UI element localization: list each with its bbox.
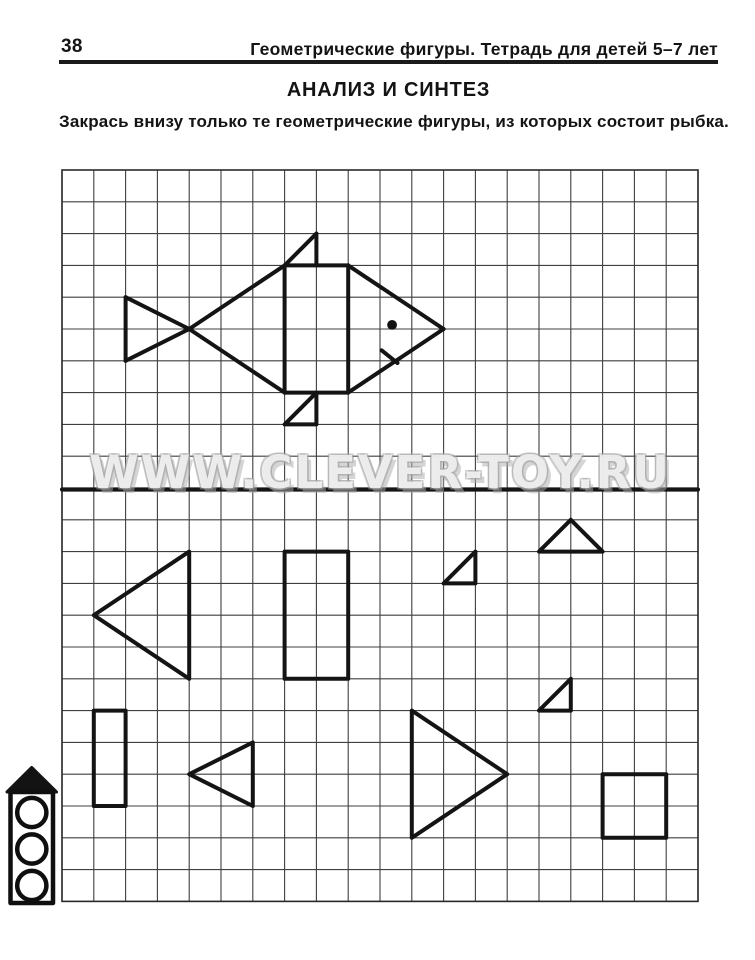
tower-circle-1 [17, 798, 46, 827]
tower-circle-3 [17, 871, 46, 900]
watermark: WWW.CLEVER-TOY.RU [89, 446, 671, 499]
instruction-text: Закрась внизу только те геометрические фигуры, из которых состоит рыбка. [59, 112, 729, 131]
page-number: 38 [61, 36, 83, 57]
header-title: Геометрические фигуры. Тетрадь для детей 5–7 лет [250, 39, 718, 59]
fish-eye-dot [388, 320, 397, 329]
fish-tail-top-to-body-bottom-edge [126, 297, 285, 392]
shape-small-right-triangle-a [444, 552, 476, 584]
shape-small-vertical-rectangle [94, 711, 126, 806]
tower-circle-2 [17, 834, 46, 863]
shape-small-right-triangle-b [539, 679, 571, 711]
section-title: АНАЛИЗ И СИНТЕЗ [286, 79, 491, 101]
tower-roof-icon [7, 768, 57, 793]
fish-bottom-fin-triangle [285, 393, 317, 425]
